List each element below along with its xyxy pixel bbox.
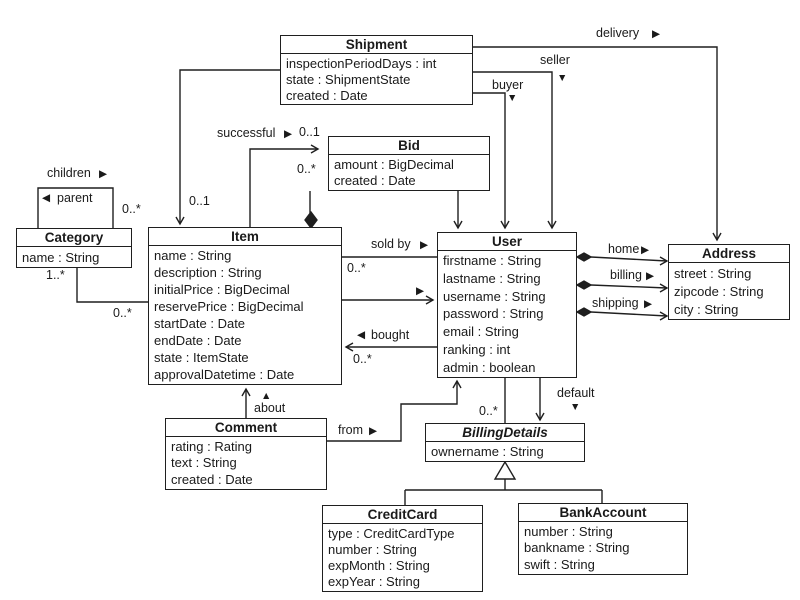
attribute: inspectionPeriodDays : int [286, 55, 437, 71]
label-sold-by: sold by [371, 237, 411, 251]
attribute: amount : BigDecimal [334, 156, 454, 172]
label-delivery: delivery [596, 26, 640, 40]
direction-right-icon: ▶ [369, 425, 378, 437]
arrow-item-user [426, 296, 433, 304]
arrow-default [536, 413, 544, 420]
class-bank-account [518, 503, 688, 575]
attribute: text : String [171, 455, 237, 471]
triangle-generalization [495, 462, 515, 479]
attribute: swift : String [524, 557, 595, 573]
line-home [591, 257, 667, 261]
arrow-buyer [501, 221, 509, 228]
multiplicity-category-children: 0..* [122, 202, 141, 216]
arrow-home [660, 257, 667, 265]
diamond-billing [577, 281, 591, 289]
class-title: CreditCard [323, 506, 482, 524]
class-title: BankAccount [519, 504, 687, 522]
attribute: ranking : int [443, 341, 511, 357]
arrow-shipment-item [176, 217, 184, 224]
label-children: children [47, 166, 91, 180]
direction-right-icon: ▶ [646, 270, 655, 282]
attribute: approvalDatetime : Date [154, 367, 295, 382]
attribute: reservePrice : BigDecimal [154, 299, 304, 314]
multiplicity-billing-details: 0..* [479, 404, 498, 418]
attribute: state : ItemState [154, 350, 249, 365]
line-delivery [473, 47, 717, 240]
class-comment [165, 418, 327, 490]
class-title: User [438, 233, 576, 251]
class-attributes [17, 247, 131, 267]
arrow-delivery [713, 233, 721, 240]
attribute: bankname : String [524, 540, 630, 556]
arrow-from [453, 381, 461, 388]
attribute: name : String [154, 248, 232, 263]
class-bid [328, 136, 490, 191]
direction-right-icon: ▶ [652, 28, 661, 40]
class-title: Address [669, 245, 789, 263]
attribute: expYear : String [328, 574, 421, 590]
attribute: admin : boolean [443, 359, 536, 375]
diamond-shipping [577, 308, 591, 316]
multiplicity-shipment-item: 0..1 [189, 194, 210, 208]
direction-up-icon: ▲ [261, 390, 272, 402]
attribute: rating : Rating [171, 438, 252, 454]
attribute: firstname : String [443, 253, 542, 269]
arrow-about [242, 389, 250, 396]
class-attributes [669, 263, 789, 319]
line-category-item [77, 268, 148, 302]
arrow-shipping [660, 312, 667, 320]
direction-down-icon: ▼ [507, 92, 518, 104]
class-credit-card [322, 505, 483, 592]
direction-right-icon: ▶ [284, 128, 293, 140]
multiplicity-successful-bid: 0..1 [299, 125, 320, 139]
attribute: email : String [443, 324, 519, 340]
class-attributes [329, 155, 489, 190]
line-billing [591, 285, 667, 288]
label-default: default [557, 386, 595, 400]
direction-right-icon: ▶ [416, 285, 425, 297]
line-generalization [405, 479, 602, 505]
attribute: state : ShipmentState [286, 71, 411, 87]
class-title: BillingDetails [426, 424, 584, 442]
attribute: zipcode : String [674, 283, 764, 299]
class-category [16, 228, 132, 268]
direction-left-icon: ◀ [42, 192, 51, 204]
class-title: Bid [329, 137, 489, 155]
label-from: from [338, 423, 363, 437]
attribute: endDate : Date [154, 333, 242, 348]
label-home: home [608, 242, 640, 256]
attribute: number : String [524, 523, 613, 539]
class-title: Item [149, 228, 341, 246]
attribute: ownername : String [431, 444, 544, 459]
multiplicity-sold-items: 0..* [347, 261, 366, 275]
diamond-home [577, 253, 591, 261]
class-item [148, 227, 342, 385]
class-title: Comment [166, 419, 326, 437]
label-billing: billing [610, 268, 642, 282]
attribute: street : String [674, 265, 752, 281]
line-shipping [591, 312, 667, 316]
arrow-bid-user [454, 221, 462, 228]
attribute: initialPrice : BigDecimal [154, 282, 290, 297]
multiplicity-item-end: 0..* [113, 306, 132, 320]
direction-left-icon: ◀ [357, 329, 366, 341]
class-billing-details [425, 423, 585, 462]
label-shipping: shipping [592, 296, 639, 310]
attribute: created : Date [171, 472, 253, 488]
class-attributes [149, 246, 341, 384]
label-bought: bought [371, 328, 410, 342]
attribute: startDate : Date [154, 316, 246, 331]
label-seller: seller [540, 53, 570, 67]
label-parent: parent [57, 191, 93, 205]
class-attributes [426, 442, 584, 461]
class-attributes [166, 437, 326, 489]
attribute: type : CreditCardType [328, 525, 455, 541]
label-successful: successful [217, 126, 276, 140]
class-user [437, 232, 577, 378]
class-title: Shipment [281, 36, 472, 54]
multiplicity-bought-items: 0..* [353, 352, 372, 366]
class-address [668, 244, 790, 320]
attribute: city : String [674, 301, 739, 317]
attribute: username : String [443, 288, 546, 304]
arrow-successful [311, 145, 318, 153]
direction-down-icon: ▼ [570, 401, 581, 413]
multiplicity-item-bids: 0..* [297, 162, 316, 176]
attribute: created : Date [334, 173, 416, 189]
class-attributes [281, 54, 472, 104]
attribute: expMonth : String [328, 558, 430, 574]
attribute: name : String [22, 249, 100, 265]
arrow-billing [660, 284, 667, 292]
direction-down-icon: ▼ [557, 72, 568, 84]
class-title: Category [17, 229, 131, 247]
class-attributes [323, 524, 482, 591]
class-attributes [438, 251, 576, 377]
attribute: lastname : String [443, 271, 541, 287]
diamond-item-bids [305, 212, 317, 228]
line-successful [250, 149, 318, 227]
arrow-seller [548, 221, 556, 228]
direction-right-icon: ▶ [420, 239, 429, 251]
class-attributes [519, 522, 687, 574]
label-buyer: buyer [492, 78, 524, 92]
direction-right-icon: ▶ [99, 168, 108, 180]
multiplicity-category-end: 1..* [46, 268, 65, 282]
direction-right-icon: ▶ [641, 244, 650, 256]
attribute: description : String [154, 265, 262, 280]
arrow-bought [346, 343, 353, 351]
direction-right-icon: ▶ [644, 298, 653, 310]
class-shipment [280, 35, 473, 105]
attribute: number : String [328, 541, 417, 557]
attribute: created : Date [286, 87, 368, 103]
attribute: password : String [443, 306, 544, 322]
label-about: about [254, 401, 286, 415]
